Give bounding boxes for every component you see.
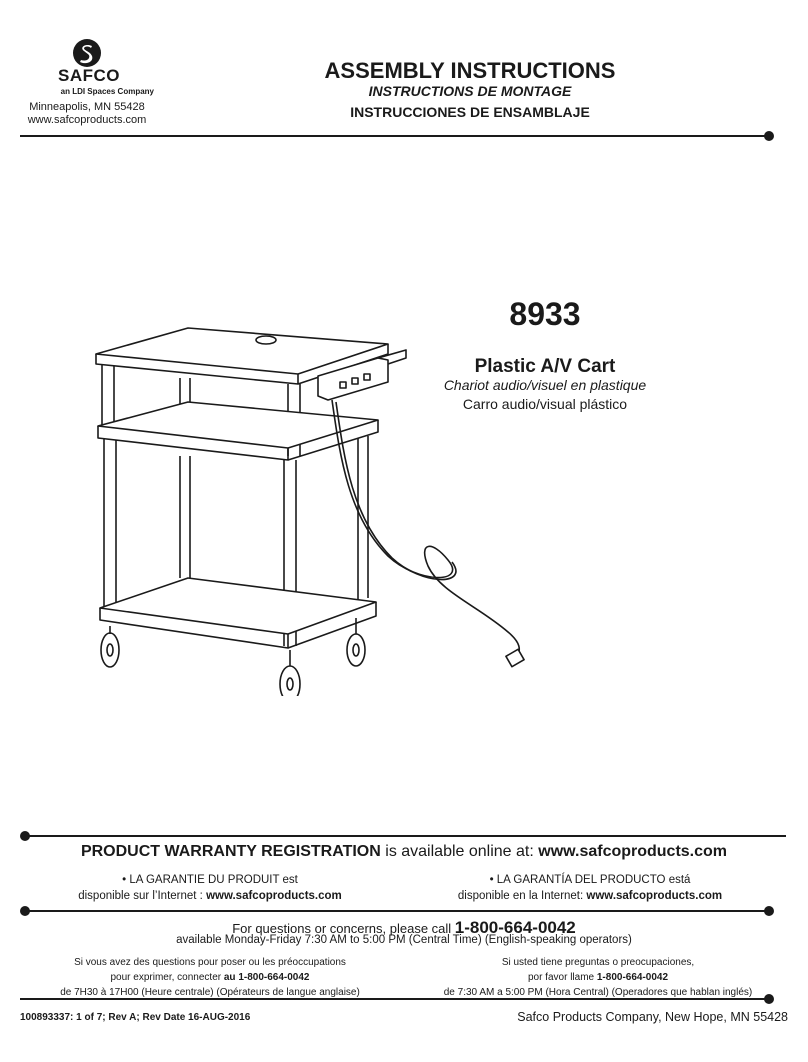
questions-spanish-line3: de 7:30 AM a 5:00 PM (Hora Central) (Operadores que hablan inglés) [443, 987, 753, 998]
product-name-french: Chariot audio/visuel en plastique [443, 377, 647, 393]
warranty-divider [26, 835, 786, 837]
company-address: Safco Products Company, New Hope, MN 55428 [517, 1010, 788, 1024]
title-spanish: INSTRUCCIONES DE ENSAMBLAJE [350, 104, 590, 120]
questions-french-line2: pour exprimer, connecter au 1-800-664-0042 [110, 972, 310, 983]
questions-spanish-line1: Si usted tiene preguntas o preocupaciones, [501, 957, 695, 968]
warranty-url-link[interactable]: www.safcoproducts.com [538, 843, 728, 860]
product-name-english: Plastic A/V Cart [474, 356, 616, 377]
warranty-french [40, 872, 380, 904]
questions-french-line3: de 7H30 à 17H00 (Heure centrale) (Opérateurs de langue anglaise) [60, 987, 360, 998]
questions-spanish [408, 955, 788, 1000]
warranty-french-line1: • LA GARANTIE DU PRODUIT est [122, 874, 298, 886]
divider-dot-right-3 [764, 994, 774, 1004]
model-number: 8933 [509, 296, 581, 332]
questions-lead: For questions or concerns, please call [232, 921, 455, 936]
product-name-spanish: Carro audio/visual plástico [462, 396, 628, 412]
warranty-registration [40, 843, 768, 861]
warranty-french-url-link[interactable]: www.safcoproducts.com [206, 890, 342, 902]
questions-french [20, 955, 400, 1000]
questions-french-line1: Si vous avez des questions pour poser ou les préoccupations [74, 957, 346, 968]
document-reference: 100893337: 1 of 7; Rev A; Rev Date 16-AUG-2016 [20, 1012, 251, 1023]
title-french: INSTRUCTIONS DE MONTAGE [368, 83, 572, 99]
warranty-lead: PRODUCT WARRANTY REGISTRATION [80, 843, 381, 860]
warranty-spanish [420, 872, 760, 904]
questions-spanish-phone[interactable]: 1-800-664-0042 [596, 972, 669, 983]
warranty-french-line2: disponible sur l’Internet : www.safcoproducts.com [78, 890, 342, 902]
brand-subtitle: an LDI Spaces Company [60, 87, 154, 96]
brand-website: www.safcoproducts.com [27, 114, 147, 126]
warranty-spanish-line2: disponible en la Internet: www.safcoproducts.com [457, 890, 723, 902]
warranty-spanish-line1: • LA GARANTÍA DEL PRODUCTO está [489, 874, 691, 886]
brand-city: Minneapolis, MN 55428 [29, 101, 145, 113]
questions-french-phone[interactable]: au 1-800-664-0042 [223, 972, 310, 983]
footer-divider [20, 998, 768, 1000]
questions-spanish-line2: por favor llame 1-800-664-0042 [527, 972, 669, 983]
support-phone-link[interactable]: 1-800-664-0042 [454, 918, 576, 937]
header-divider [20, 135, 768, 137]
questions-divider [26, 910, 768, 912]
brand-name: SAFCO [58, 66, 120, 85]
safco-logo-icon [72, 38, 102, 68]
warranty-spanish-url-link[interactable]: www.safcoproducts.com [586, 890, 723, 902]
divider-dot-right [764, 131, 774, 141]
av-cart-illustration [88, 316, 548, 696]
divider-dot-right-2 [764, 906, 774, 916]
warranty-middle: is available online at: [380, 843, 539, 860]
support-hours: available Monday-Friday 7:30 AM to 5:00 PM (Central Time) (English-speaking operators) [176, 934, 632, 946]
title-english: ASSEMBLY INSTRUCTIONS [324, 58, 616, 83]
